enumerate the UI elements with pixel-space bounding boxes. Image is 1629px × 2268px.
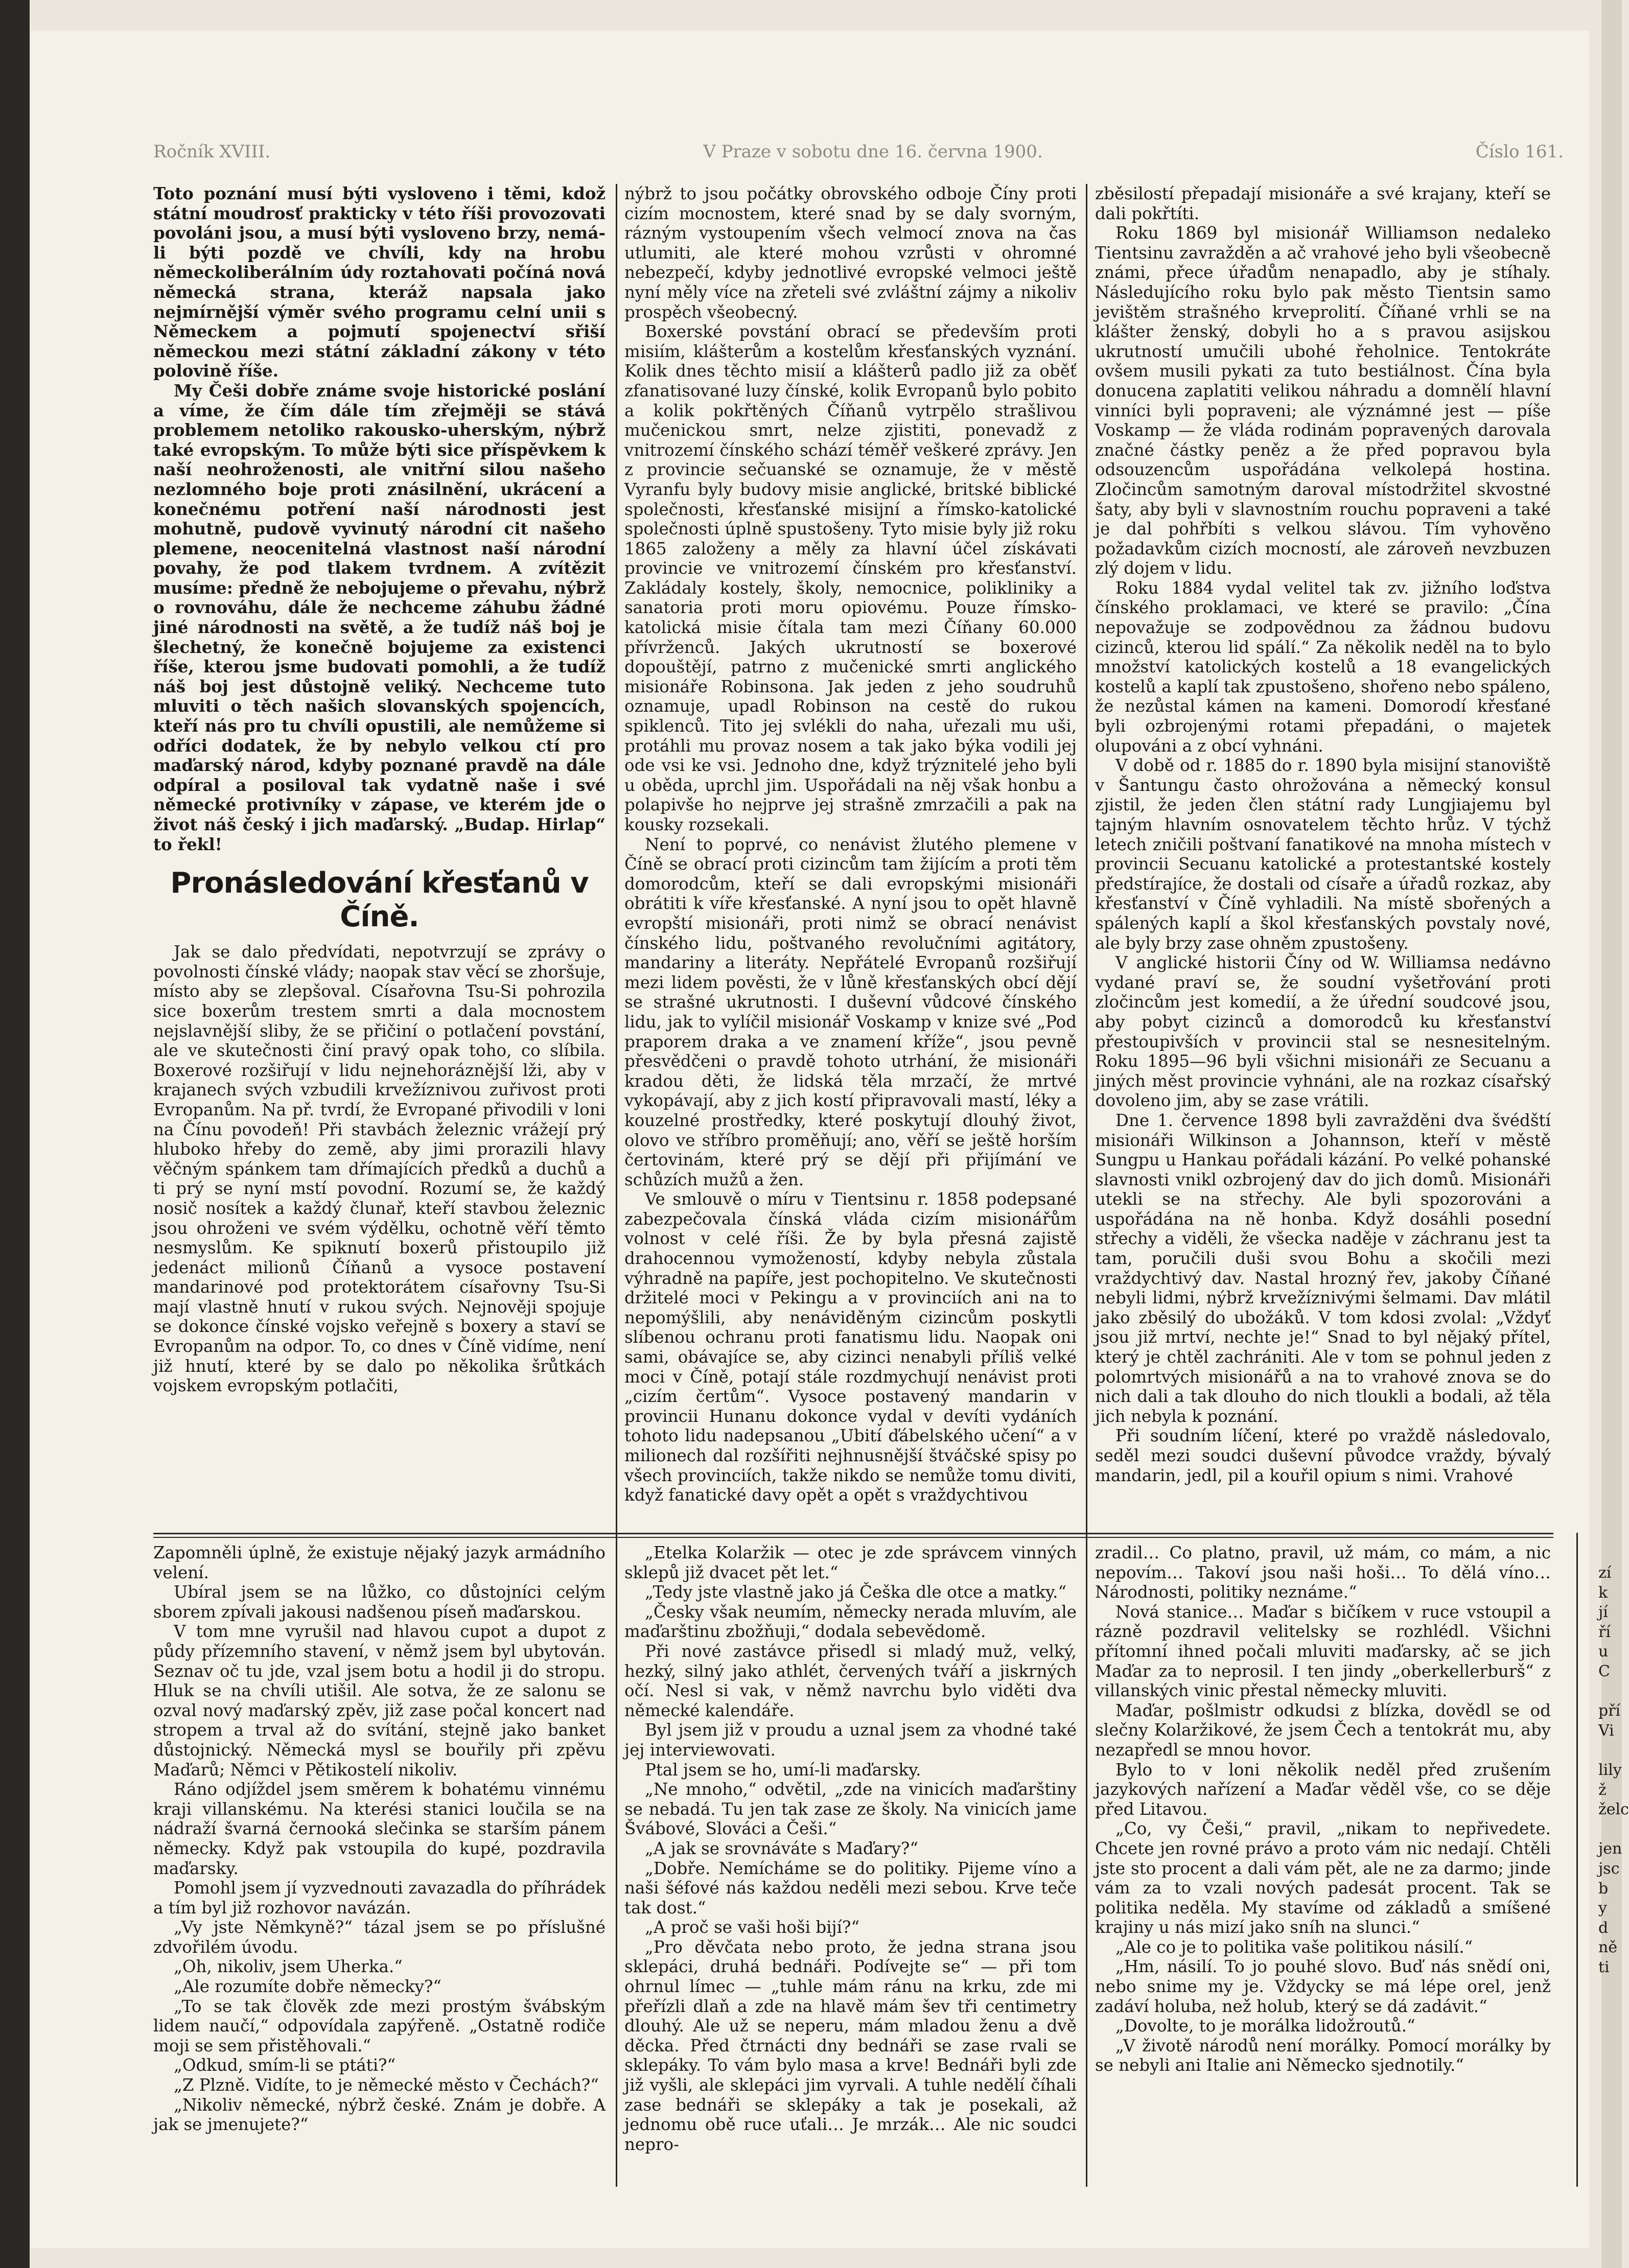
fragment-line: C	[1598, 1662, 1610, 1680]
column-1	[153, 184, 606, 1528]
article2-heading: Pronásledování křesťanů v Číně.	[170, 867, 589, 934]
fragment-line: jsc	[1598, 1859, 1620, 1878]
scan-left-edge	[0, 0, 30, 2268]
fragment-line: ti	[1598, 1958, 1610, 1976]
article1-paragraph-2: My Češi dobře známe svoje historické poslání a víme, že čím dále tím zřejměji se stává problemem netoliko rakousko-uherským, nýbrž také evropským. To může býti sice příspěvkem k naší neohroženosti, ale vnitřní silou našeho nezlomného boje proti znásilnění, ukrácení a konečnému potření naší národnosti jest mohutně, pudově vyvinutý národní cit našeho plemene, neocenitelná vlastnost naší národní povahy, že pod tlakem tvrdnem. A zvítězit musíme: předně že nebojujeme o převahu, nýbrž o rovnováhu, dále že nechceme záhubu žádné jiné národnosti na světě, a že tudíž náš boj je šlechetný, že konečně bojujeme za existenci říše, kterou jsme budovati pomohli, a že tudíž náš boj jest důstojně veliký. Nechceme tuto mluviti o těch našich slovanských spojencích, kteří nás pro tu chvíli opustili, ale nemůžeme si odříci dodatek, že by nebylo velkou ctí pro maďarský národ, kdyby poznané pravdě na dále odpíral a posiloval tak vydatně naše i své německé protivníky v zápase, ve kterém jde o život náš český i jich maďarský. „Budap. Hirlap“ to řekl!	[153, 380, 606, 854]
fragment-line	[1598, 1682, 1622, 1702]
fragment-line	[1598, 1820, 1622, 1840]
feuilleton-c2-p7: „Ne mnoho,“ odvětil, „zde na vinicích maďarštiny se nebadá. Tu jen tak zase ze školy. Na vinicích jame Švábové, Slováci a Češi.“	[624, 1780, 1077, 1839]
feuilleton-c2-p5: Byl jsem již v proudu a uznal jsem za vhodné také jej interviewovati.	[624, 1720, 1077, 1760]
feuilleton-c1-p8: „Ale rozumíte dobře německy?“	[174, 1977, 442, 1997]
feuilleton-c3-p2: Nová stanice… Maďar s bičíkem v ruce vstoupil a rázně pozdravil velitelsky se rozhlédl. Všichni přítomní ihned počali mluviti maďarsky, ač se jich Maďar za to neprosil. I ten jindy „oberkellerburš“ z villanských vinic přestal německy mluviti.	[1095, 1602, 1551, 1701]
article2-col3-p4: V době od r. 1885 do r. 1890 byla misijní stanoviště v Šantungu často ohrožována a německý konsul zjistil, že jeden člen státní rady Lungjiajemu byl tajným hlavním osnovatelem těchto hrůz. V týchž letech zničili poštvaní fanatikové na mnoha místech v provincii Secuanu katolické a protestantské kostely předstírajíce, že dostali od císaře a úřadů rozkaz, aby křesťanství v Číně vyhladili. Na místě sbořených a spálených kaplí a škol křesťanských povstaly nové, ale byly brzy zase ohněm zpustošeny.	[1095, 756, 1551, 953]
feuilleton-c2-p2: „Tedy jste vlastně jako já Češka dle otce a matky.“	[645, 1582, 1067, 1602]
article1-paragraph-1: Toto poznání musí býti vysloveno i těmi, kdož státní moudrosť prakticky v této říši provozovati povoláni jsou, a musí býti vysloveno brzy, nemá-li býti pozdě ve chvíli, kdy na hrobu německoliberálním údy roztahovati počíná nová německá strana, kteráž napsala jako nejmírnější výměr svého programu celní unii s Německem a pojmutí spojenectví sřiší německou mezi státní základní zákony v této polovině říše.	[153, 183, 606, 381]
fragment-line: ž	[1598, 1781, 1607, 1799]
article2-col2-p1: nýbrž to jsou počátky obrovského odboje Číny proti cizím mocnostem, které snad by se daly svorným, rázným vystoupením všech velmocí znova na čas utlumiti, ale které mohou vzrůsti v ohromné nebezpečí, kdyby jednotlivé evropské velmoci ještě nyní měly více na zřeteli své zvláštní zájmy a nikoliv prospěch všeobecný.	[624, 184, 1077, 322]
feuilleton-rule-2	[153, 1537, 1553, 1538]
feuilleton-c2-p3: „Česky však neumím, německy nerada mluvím, ale maďarštinu zbožňuji,“ dodala sebevědomě.	[624, 1602, 1077, 1642]
header-date: V Praze v sobotu dne 16. června 1900.	[703, 142, 1043, 162]
feuilleton-c1-p9: „To se tak člověk zde mezi prostým švábským lidem naučí,“ odpovídala zapýřeně. „Ostatně rodiče moji se sem přistěhovali.“	[153, 1996, 606, 2055]
column-rule-3	[1576, 1533, 1578, 2187]
column-rule-1	[616, 184, 617, 2187]
feuilleton-c3-p8: „Dovolte, to je morálka lidožroutů.“	[1115, 2016, 1415, 2036]
feuilleton-c1-p10: „Odkud, smím-li se ptáti?“	[174, 2055, 396, 2075]
fragment-line: y	[1598, 1899, 1607, 1918]
feuilleton-c1-p12: „Nikoliv německé, nýbrž české. Znám je dobře. A jak se jmenujete?“	[153, 2095, 606, 2135]
fragment-line: jí	[1598, 1603, 1608, 1622]
fragment-line: Vi	[1598, 1721, 1614, 1740]
feuilleton-column-3	[1095, 1543, 1551, 2187]
feuilleton-c1-p1: Zapomněli úplně, že existuje nějaký jazyk armádního velení.	[153, 1543, 606, 1582]
fragment-line: želc	[1598, 1801, 1629, 1819]
feuilleton-c3-p4: Bylo to v loni několik neděl před zrušením jazykových nařízení a Maďar věděl vše, co se děje před Litavou.	[1095, 1760, 1551, 1819]
feuilleton-c1-p7: „Oh, nikoliv, jsem Uherka.“	[174, 1957, 403, 1977]
fragment-line: ně	[1598, 1938, 1618, 1957]
feuilleton-rule	[153, 1533, 1553, 1534]
fragment-line: jen	[1598, 1840, 1622, 1858]
fragment-line: b	[1598, 1879, 1609, 1898]
feuilleton-c3-p7: „Hm, násilí. To jo pouhé slovo. Buď nás snědí oni, nebo snime my je. Vždycky se má lépe orel, jenž zadáví holuba, než holub, který se dá zadávit.“	[1095, 1957, 1551, 2016]
feuilleton-c2-p8: „A jak se srovnáváte s Maďary?“	[645, 1838, 918, 1858]
column-3	[1095, 184, 1551, 1528]
fragment-line: ří	[1598, 1623, 1611, 1641]
feuilleton-c1-p6: „Vy jste Němkyně?“ tázal jsem se po příslušné zdvořilém úvodu.	[153, 1918, 606, 1957]
fragment-line: zí	[1598, 1564, 1612, 1582]
header-issue: Číslo 161.	[1475, 142, 1564, 162]
feuilleton-c3-p1: zradil… Co platno, pravil, už mám, co mám, a nic nepovím… Takoví jsou naši hoši… To dělá víno… Národnosti, politiky neznáme.“	[1095, 1543, 1551, 1602]
fragment-line: d	[1598, 1919, 1609, 1937]
feuilleton-c1-p2: Ubíral jsem se na lůžko, co důstojníci celým sborem zpívali jakousi nadšenou píseň maďarskou.	[153, 1582, 606, 1622]
feuilleton-c1-p3: V tom mne vyrušil nad hlavou cupot a dupot z půdy přízemního stavení, v němž jsem byl ubytován. Seznav oč tu jde, vzal jsem botu a hodil ji do stropu. Hluk se na chvíli utišil. Ale sotva, že ze salonu se ozval nový maďarský zpěv, již zase počal koncert nad stropem a trval až do svítání, stejně jako banket důstojnický. Německá mysl se bouřily při zpěvu Maďarů; Němci v Pětikostelí nikoliv.	[153, 1622, 606, 1780]
column-2	[624, 184, 1077, 1528]
fragment-line: lily	[1598, 1761, 1622, 1779]
feuilleton-c3-p5: „Co, vy Češi,“ pravil, „nikam to nepřivedete. Chcete jen rovné právo a proto vám nic nedají. Chtěli jste sto procent a dali vám pět, ale ne za darmo; jinde vám za to vzali nových padesát procent. Tak se politika neděla. My stavíme od základů a smíšené krajiny u nás mizí jako sníh na slunci.“	[1095, 1819, 1551, 1937]
article2-col3-p3: Roku 1884 vydal velitel tak zv. jižního loďstva čínského proklamaci, ve které se pravilo: „Čína nepovažuje se zodpovědnou za žádnou budovu cizinců, kterou lid spálí.“ Za několik neděl na to bylo množství katolických kostelů a 18 evangelických kostelů a kaplí tak zpustošeno, shořeno nebo spáleno, že nezůstal kámen na kameni. Domorodí křesťané byli ozbrojenými rotami přepadáni, o majetek olupováni a z obcí vyhnáni.	[1095, 578, 1551, 756]
article2-col3-p6: Dne 1. července 1898 byli zavražděni dva švédští misionáři Wilkinson a Johannson, kteří v městě Sungpu u Hankau pořádali kázání. Po velké pohanské slavnosti vnikl ozbrojený dav do jich domů. Misionáři utekli se na střechy. Ale byli spozorováni a uspořádána na ně honba. Když dosáhli posední střechy a viděli, že všecka naděje v záchranu jest ta tam, poručili duši svou Bohu a skočili mezi vraždychtivý dav. Nastal hrozný řev, jakoby Číňané nebyli lidmi, nýbrž krvežíznivými šelmami. Dav mlátil jako zběsilý do ubožáků. V tom kdosi zvolal: „Vždyť jsou již mrtví, nechte je!“ Snad to byl nějaký přítel, který je chtěl zachrániti. Ale v tom se pohnul jeden z polomrtvých misionářů a na to vrahové znova se do nich dali a tak dlouho do nich tloukli a bodali, až těla jich nebyla k poznání.	[1095, 1110, 1551, 1426]
feuilleton-c2-p4: Při nové zastávce přisedl si mladý muž, velký, hezký, silný jako athlét, červených tváří a jiskrných očí. Nesl si vak, v němž navrchu bylo viděti dva německé kalendáře.	[624, 1641, 1077, 1720]
fragment-line: k	[1598, 1583, 1608, 1602]
article2-col1-text: Jak se dalo předvídati, nepotvrzují se zprávy o povolnosti čínské vlády; naopak stav věcí se zhoršuje, místo aby se zlepšoval. Císařovna Tsu-Si pohrozila sice boxerům trestem smrti a dala mocnostem nejslavnější sliby, že se přičiní o potlačení povstání, ale ve skutečnosti činí pravý opak toho, co slíbila. Boxerové rozšiřují v lidu nejnehoráznější lži, aby v krajanech svých vzbudili krvežíznivou zuřivost proti Evropanům. Na př. tvrdí, že Evropané přivodili v loni na Čínu povodeň! Při stavbách železnic vrážejí prý hluboko hřeby do země, aby jimi prorazili hlavy věčným spánkem tam dřímajících předků a duchů a ti prý se nyní mstí povodní. Rozumí se, že každý nosič nosítek a každý člunař, kteří stavbou železnic jsou ohroženi ve svém výdělku, ochotně věří těmto nesmyslům. Ke spiknutí boxerů přistoupilo již jedenáct milionů Číňanů a vysoce postavení mandarinové pod protektorátem císařovny Tsu-Si mají vlastně hnutí v rukou svých. Nejnověji spojuje se dokonce čínské vojsko veřejně s boxery a staví se Evropanům na odpor. To, co dnes v Číně vidíme, není již hnutí, které by se dalo po několika šrůtkách vojskem evropským potlačiti,	[153, 942, 606, 1396]
article2-col3-p1: zběsilostí přepadají misionáře a své krajany, kteří se dali pokřtíti.	[1095, 184, 1551, 223]
feuilleton-c2-p1: „Etelka Kolaržik — otec je zde správcem vinných sklepů již dvacet pět let.“	[624, 1543, 1077, 1582]
fragment-line: u	[1598, 1643, 1609, 1661]
feuilleton-c2-p10: „A proč se vaši hoši bijí?“	[645, 1918, 860, 1937]
article2-col3-p2: Roku 1869 byl misionář Williamson nedaleko Tientsinu zavražděn a ač vrahové jeho byli všeobecně známi, přece úřadům nenapadlo, aby je stíhaly. Následujícího roku bylo pak město Tientsin samo jevištěm strašného krveprolití. Číňané vrhli se na klášter ženský, dobyli ho a s pravou asijskou ukrutností umučili ubohé řeholnice. Tentokráte ovšem musili pykati za tuto bestiálnost. Čína byla donucena zaplatiti velikou náhradu a domnělí hlavní vinníci byli popraveni; ale význámné jest — píše Voskamp — že vláda rodinám popravených darovala značné částky peněz a že před popravou byla odsouzencům uspořádána velkolepá hostina. Zločincům samotným daroval místodržitel skvostné šaty, aby byli v slavnostním rouchu popraveni a také je dal pohřbíti s velkou slávou. Tím vyhověno požadavkům cizích mocností, ale zároveň nevzbuzen zlý dojem v lidu.	[1095, 223, 1551, 578]
feuilleton-c2-p9: „Dobře. Nemícháme se do politiky. Pijeme víno a naši šéfové nás každou neděli mezi sebou. Krve teče tak dost.“	[624, 1858, 1077, 1918]
article2-col2-p4: Ve smlouvě o míru v Tientsinu r. 1858 podepsané zabezpečovala čínská vláda cizím misionářům volnost v celé říši. Že by byla přesná zajistě drahocennou vymožeností, kdyby nebyla zůstala výhradně na papíře, jest pochopitelno. Ve skutečnosti držitelé moci v Pekingu a v provinciích ani na to nepomýšlili, aby nenáviděným cizincům poskytli slíbenou ochranu proti fanatismu lidu. Naopak oni sami, obávajíce se, aby cizinci nenabyli příliš velké moci v Číně, potají stále rozdmychují nenávist proti „cizím čertům“. Vysoce postavený mandarin v provincii Hunanu dokonce vydal v devíti vydáních tohoto lidu nadepsanou „Ubití ďábelského učení“ a v milionech dal rozšířiti nejhnusnější štváčské spisy po všech provinciích, takže nikdo se nemůže tomu diviti, když fanatické davy opět a opět s vraždychtivou	[624, 1189, 1077, 1505]
article2-col3-p5: V anglické historii Číny od W. Williamsa nedávno vydané praví se, že soudní vyšetřování proti zločincům jest komedií, a že úřední soudcové jsou, aby pobyt cizinců a domorodců ku křesťanství přestoupivších v provincii stal se nesnesitelným. Roku 1895—96 byli všichni misionáři ze Secuanu a jiných měst provincie vyhnáni, ale na rozkaz císařský dovoleno jim, aby se zase vrátili.	[1095, 953, 1551, 1111]
feuilleton-c1-p11: „Z Plzně. Vidíte, to je německé město v Čechách?“	[174, 2075, 599, 2095]
article2-col3-p7: Při soudním líčení, které po vraždě následovalo, seděl mezi soudci duševní původce vraždy, bývalý mandarin, jedl, pil a kouřil opium s nimi. Vrahové	[1095, 1426, 1551, 1485]
header-volume: Ročník XVIII.	[153, 142, 271, 162]
feuilleton-c1-p4: Ráno odjíždel jsem směrem k bohatému vinnému kraji villanskému. Na kterési stanici loučila se na nádraží švarná černooká slečinka se starším pánem německy. Když pak vstoupila do kupé, pozdravila maďarsky.	[153, 1780, 606, 1878]
feuilleton-c2-p6: Ptal jsem se ho, umí-li maďarsky.	[645, 1760, 921, 1780]
feuilleton-c1-p5: Pomohl jsem jí vyzvednouti zavazadla do příhrádek a tím byl již rozhovor navázán.	[153, 1878, 606, 1918]
feuilleton-c3-p3: Maďar, pošlmistr odkudsi z blízka, dovědl se od slečny Kolaržikové, že jsem Čech a tentokrát mu, aby nezapředl se mnou hovor.	[1095, 1700, 1551, 1760]
article2-col2-p3: Není to poprvé, co nenávist žlutého plemene v Číně se obrací proti cizincům tam žijícím a proti těm domorodcům, kteří se dali evropskými misionáři obrátiti k víře křesťanské. A nyní jsou to opět hlavně evropští misionáři, proti nimž se obrací nenávist čínského lidu, poštvaného revolučními agitátory, mandariny a literáty. Nepřátelé Evropanů rozšiřují mezi lidem pověsti, že v lůně křesťanských obcí dějí se strašné ukrutnosti. I duševní vůdcové čínského lidu, jak to vylíčil misionář Voskamp v knize své „Pod praporem draka a ve znamení kříže“, jsou pevně přesvědčeni o pravdě tohoto utrhání, že misionáři kradou děti, že lidská těla mrzačí, že mrtvé vykopávají, aby z jich kostí připravovali mastí, léky a kouzelné prostředky, které poskytují dlouhý život, olovo ve stříbro proměňují; ano, věří se ještě horším čertovinám, které prý se dějí při přijímání ve schůzích mužů a žen.	[624, 834, 1077, 1189]
fragment-line	[1598, 1741, 1622, 1761]
article2-col2-p2: Boxerské povstání obrací se především proti misiím, klášterům a kostelům křesťanských vyznání. Kolik dnes těchto misií a klášterů padlo již za oběť zfanatisované luzy čínské, kolik Evropanů bylo pobito a kolik pokřtěných Číňanů vytrpělo strašlivou mučenickou smrt, nelze zjistiti, ponevadž z vnitrozemí čínského schází téměř veškeré zprávy. Jen z provincie sečuanské se oznamuje, že v městě Vyranfu byly budovy misie anglické, britské biblické společnosti, křesťanské misijní a římsko-katolické společnosti úplně spustošeny. Tyto misie byly již roku 1865 založeny a měly za hlavní účel získávati provincie ve vnitrozemí čínském pro křesťanství. Zakládaly kostely, školy, nemocnice, polikliniky a sanatoria proti moru opiovému. Pouze římsko-katolická misie čítala tam mezi Číňany 60.000 přívrženců. Jakých ukrutností se boxerové dopouštějí, patrno z mučenické smrti anglického misionáře Robinsona. Jak jeden z jeho soudruhů oznamuje, upadl Robinson na cestě do rukou spiklenců. Tito jej svlékli do naha, uřezali mu uši, protáhli mu provaz nosem a tak jako býka vodili jej ode vsi ke vsi. Jednoho dne, když trýznitelé jeho byli u oběda, uprchl jim. Uspořádali na něj však honbu a polapivše ho nejprve jej strašně zmrzačili a pak na kousky rozsekali.	[624, 322, 1077, 834]
feuilleton-c3-p9: „V životě národů není morálky. Pomocí morálky by se nebyli ani Italie ani Německo sjednotily.“	[1095, 2036, 1551, 2075]
column-rule-2	[1086, 184, 1087, 2187]
fragment-line: pří	[1598, 1702, 1621, 1720]
feuilleton-column-2	[624, 1543, 1077, 2187]
feuilleton-column-1	[153, 1543, 606, 2187]
page-header	[153, 138, 1564, 166]
feuilleton-c3-p6: „Ale co je to politika vaše politikou násilí.“	[1115, 1937, 1473, 1957]
feuilleton-c2-p11: „Pro děvčata nebo proto, že jedna strana jsou sklepáci, druhá bednáři. Podívejte se“ — při tom ohrnul límec — „tuhle mám ránu na krku, zde mi přeřízli dlaň a zde na hlavě mám šev tři centimetry dlouhý. Ale už se neperu, mám mladou ženu a dvě děcka. Před čtrnácti dny bednáři se zase rvali se sklepáky. To vám bylo masa a krve! Bednáři byli zde již vyšli, ale sklepáci jim vyrvali. A tuhle nedělí číhali zase bednáři se sklepáky a tak je posekali, až jednomu obě ruce uťali… Je mrzák… Ale nic soudci nepro-	[624, 1937, 1077, 2154]
adjacent-page-fragment	[1598, 1563, 1629, 1977]
